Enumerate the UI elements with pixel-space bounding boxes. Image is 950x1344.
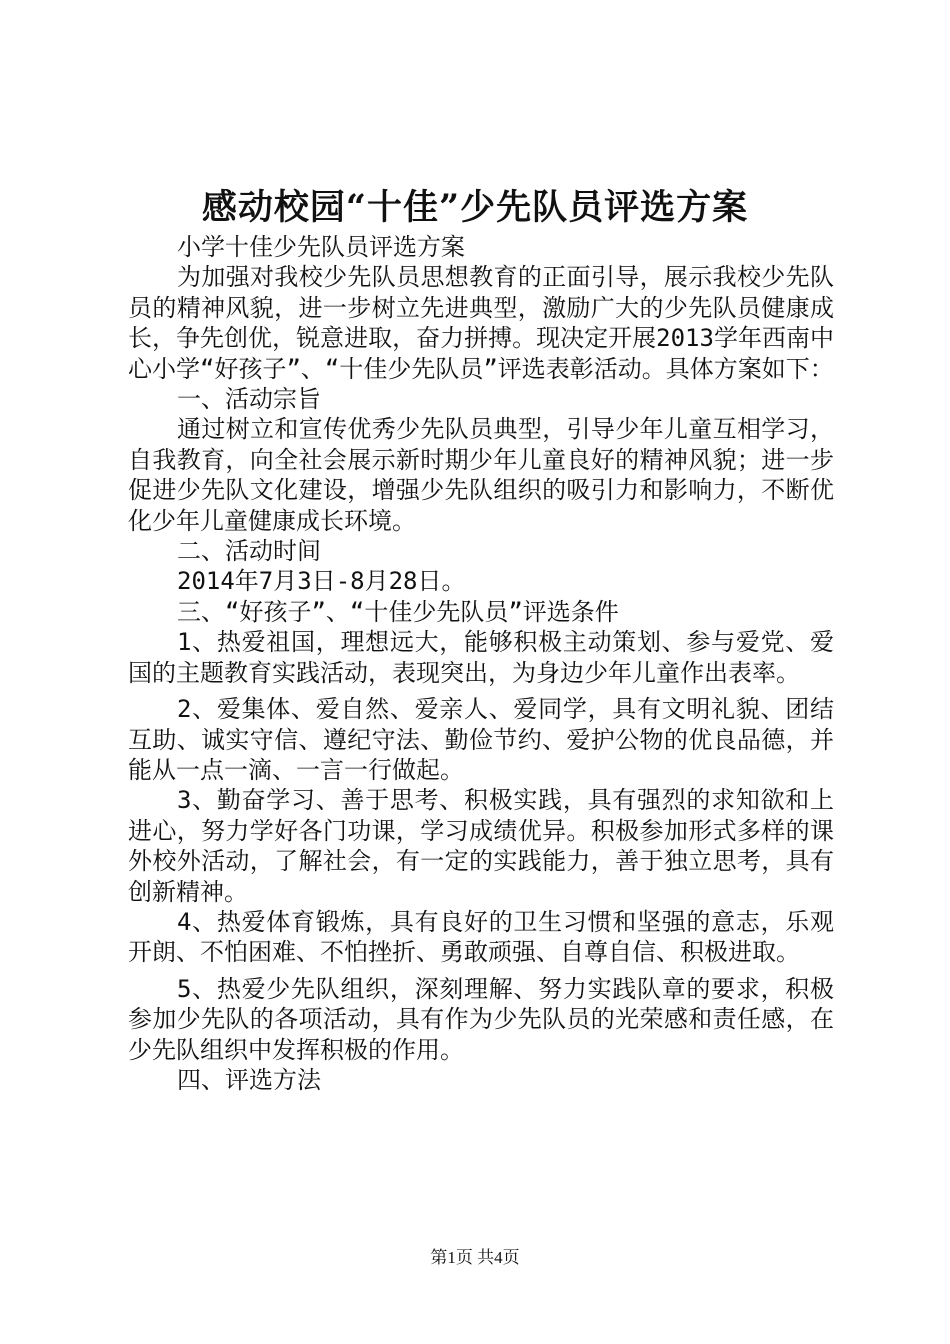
criteria-item-3: 3、勤奋学习、善于思考、积极实践，具有强烈的求知欲和上进心，努力学好各门功课，学习成绩优异。积极参加形式多样的课外校外活动，了解社会，有一定的实践能力，善于独立思考，具有创新精神。 [128,786,834,906]
document-title: 感动校园“十佳”少先队员评选方案 [201,187,749,228]
page-number-footer: 第1页 共4页 [430,1248,520,1267]
time-paragraph: 2014年7月3日-8月28日。 [177,567,466,596]
document-body [128,232,834,1095]
section-heading-method: 四、评选方法 [177,1065,321,1094]
criteria-item-1: 1、热爱祖国，理想远大，能够积极主动策划、参与爱党、爱国的主题教育实践活动，表现突出，为身边少年儿童作出表率。 [128,628,834,687]
section-heading-purpose: 一、活动宗旨 [177,385,321,414]
criteria-item-5: 5、热爱少先队组织，深刻理解、努力实践队章的要求，积极参加少先队的各项活动，具有作为少先队员的光荣感和责任感，在少先队组织中发挥积极的作用。 [128,974,834,1064]
section-heading-criteria: 三、“好孩子”、“十佳少先队员”评选条件 [177,597,619,626]
purpose-paragraph: 通过树立和宣传优秀少先队员典型，引导少年儿童互相学习，自我教育，向全社会展示新时期少年儿童良好的精神风貌；进一步促进少先队文化建设，增强少先队组织的吸引力和影响力，不断优化少年儿童健康成长环境。 [128,415,834,535]
criteria-item-2: 2、爱集体、爱自然、爱亲人、爱同学，具有文明礼貌、团结互助、诚实守信、遵纪守法、勤俭节约、爱护公物的优良品德，并能从一点一滴、一言一行做起。 [128,695,834,784]
section-heading-time: 二、活动时间 [177,537,321,566]
intro-paragraph: 为加强对我校少先队员思想教育的正面引导，展示我校少先队员的精神风貌，进一步树立先进典型，激励广大的少先队员健康成长，争先创优，锐意进取，奋力拼搏。现决定开展2013学年西南中心小学“好孩子”、“十佳少先队员”评选表彰活动。具体方案如下： [128,263,834,383]
criteria-item-4: 4、热爱体育锻炼，具有良好的卫生习惯和坚强的意志，乐观开朗、不怕困难、不怕挫折、勇敢顽强、自尊自信、积极进取。 [128,907,834,967]
subtitle-paragraph: 小学十佳少先队员评选方案 [177,233,465,261]
